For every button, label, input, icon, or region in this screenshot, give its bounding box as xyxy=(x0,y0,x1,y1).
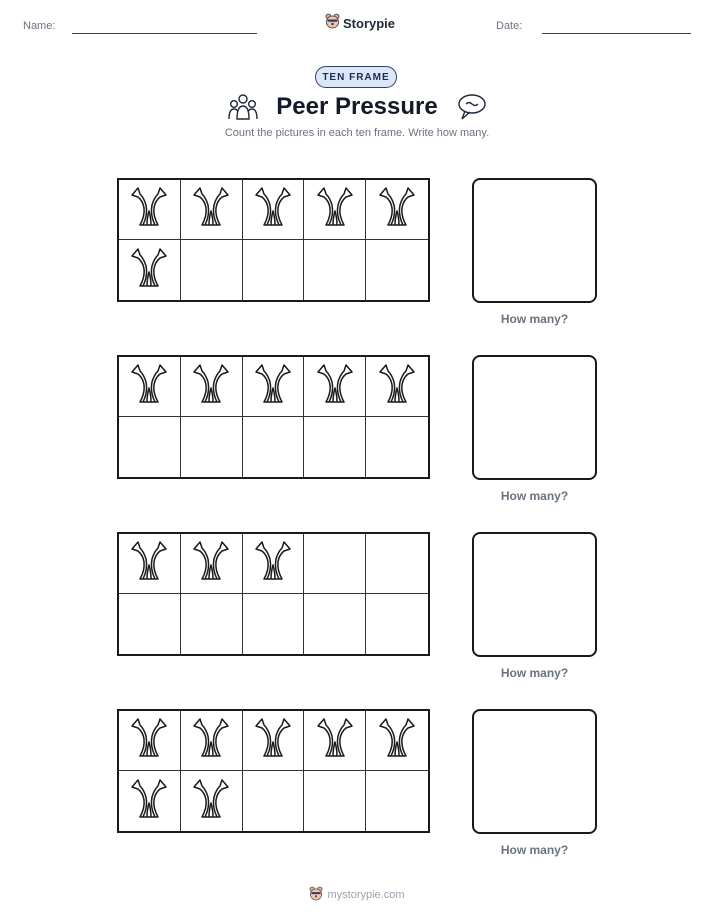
how-many-label-4: How many? xyxy=(500,843,569,857)
ten-frame-cell xyxy=(366,711,428,771)
peer-pressure-figure-icon xyxy=(189,777,233,826)
answer-box-3[interactable] xyxy=(472,532,597,657)
footer xyxy=(0,886,714,904)
ten-frame-cell xyxy=(243,534,305,594)
peer-pressure-figure-icon xyxy=(189,716,233,765)
ten-frame-cell xyxy=(181,534,243,594)
ten-frame-cell xyxy=(243,357,305,417)
ten-frame-cell xyxy=(181,417,243,477)
ten-frame-cell xyxy=(304,771,366,831)
ten-frame-3 xyxy=(117,532,430,656)
ten-frame-cell xyxy=(366,240,428,300)
answer-box-1[interactable] xyxy=(472,178,597,303)
peer-pressure-figure-icon xyxy=(313,185,357,234)
peer-pressure-figure-icon xyxy=(251,185,295,234)
peer-pressure-figure-icon xyxy=(375,185,419,234)
ten-frame-cell xyxy=(304,180,366,240)
ten-frame-cell xyxy=(304,594,366,654)
ten-frame-cell xyxy=(243,594,305,654)
ten-frame-cell xyxy=(243,240,305,300)
ten-frame-cell xyxy=(304,711,366,771)
ten-frame-cell xyxy=(119,711,181,771)
ten-frame-cell xyxy=(366,771,428,831)
date-line[interactable] xyxy=(542,33,691,34)
ten-frame-cell xyxy=(181,240,243,300)
ten-frame-1 xyxy=(117,178,430,302)
how-many-label-3: How many? xyxy=(500,666,569,680)
speech-bubble-icon xyxy=(456,93,488,126)
ten-frame-2 xyxy=(117,355,430,479)
page-title: Peer Pressure xyxy=(276,93,438,120)
ten-frame-cell xyxy=(366,180,428,240)
how-many-label-2: How many? xyxy=(500,489,569,503)
ten-frame-cell xyxy=(304,240,366,300)
people-group-icon xyxy=(228,93,258,126)
footer-url: mystorypie.com xyxy=(327,889,405,901)
how-many-label-1: How many? xyxy=(500,312,569,326)
ten-frame-cell xyxy=(304,534,366,594)
ten-frame-cell xyxy=(119,180,181,240)
ten-frame-cell xyxy=(181,771,243,831)
ten-frame-cell xyxy=(181,357,243,417)
ten-frame-cell xyxy=(243,417,305,477)
ten-frame-cell xyxy=(181,711,243,771)
peer-pressure-figure-icon xyxy=(251,362,295,411)
ten-frame-cell xyxy=(181,594,243,654)
ten-frame-cell xyxy=(366,594,428,654)
bear-logo-icon xyxy=(325,13,340,34)
ten-frame-cell xyxy=(366,534,428,594)
peer-pressure-figure-icon xyxy=(313,362,357,411)
ten-frame-cell xyxy=(119,240,181,300)
answer-box-4[interactable] xyxy=(472,709,597,834)
ten-frame-cell xyxy=(366,417,428,477)
peer-pressure-figure-icon xyxy=(375,362,419,411)
peer-pressure-figure-icon xyxy=(127,716,171,765)
ten-frame-cell xyxy=(119,357,181,417)
name-line[interactable] xyxy=(72,33,257,34)
name-label: Name: xyxy=(23,20,56,32)
bear-logo-icon xyxy=(309,886,323,904)
ten-frame-4 xyxy=(117,709,430,833)
brand xyxy=(325,12,395,34)
ten-frame-cell xyxy=(243,711,305,771)
peer-pressure-figure-icon xyxy=(251,716,295,765)
ten-frame-cell xyxy=(304,417,366,477)
ten-frame-cell xyxy=(119,534,181,594)
ten-frame-cell xyxy=(366,357,428,417)
ten-frame-cell xyxy=(304,357,366,417)
ten-frame-cell xyxy=(119,417,181,477)
ten-frame-cell xyxy=(243,771,305,831)
peer-pressure-figure-icon xyxy=(127,362,171,411)
answer-box-2[interactable] xyxy=(472,355,597,480)
peer-pressure-figure-icon xyxy=(251,539,295,588)
peer-pressure-figure-icon xyxy=(189,362,233,411)
ten-frame-cell xyxy=(181,180,243,240)
peer-pressure-figure-icon xyxy=(127,777,171,826)
peer-pressure-figure-icon xyxy=(127,185,171,234)
ten-frame-cell xyxy=(243,180,305,240)
peer-pressure-figure-icon xyxy=(189,185,233,234)
peer-pressure-figure-icon xyxy=(127,539,171,588)
ten-frame-badge: TEN FRAME xyxy=(315,66,397,88)
date-label: Date: xyxy=(496,20,523,32)
ten-frame-cell xyxy=(119,771,181,831)
peer-pressure-figure-icon xyxy=(313,716,357,765)
peer-pressure-figure-icon xyxy=(189,539,233,588)
peer-pressure-figure-icon xyxy=(375,716,419,765)
ten-frame-cell xyxy=(119,594,181,654)
instructions: Count the pictures in each ten frame. Write how many. xyxy=(224,127,490,139)
brand-name: Storypie xyxy=(343,15,396,31)
peer-pressure-figure-icon xyxy=(127,246,171,295)
